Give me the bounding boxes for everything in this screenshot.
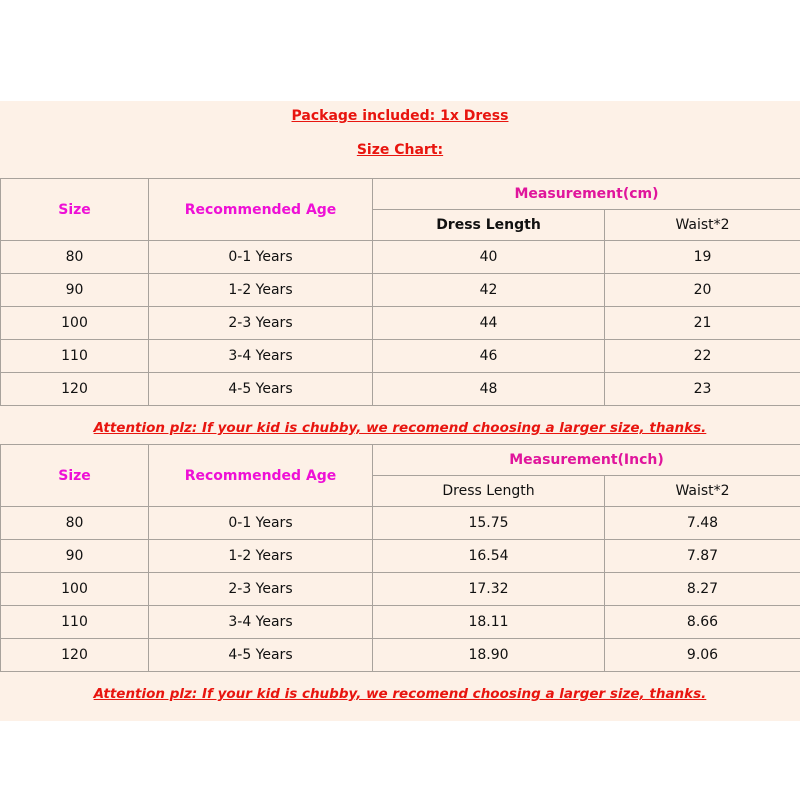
table-row xyxy=(1,274,800,307)
cell-age: 1-2 Years xyxy=(149,274,373,307)
table-row xyxy=(1,540,800,573)
cell-waist: 23 xyxy=(605,373,800,406)
cell-size: 90 xyxy=(1,540,149,573)
cell-age: 2-3 Years xyxy=(149,307,373,340)
cell-waist: 22 xyxy=(605,340,800,373)
cell-dress-length: 46 xyxy=(373,340,605,373)
cell-age: 3-4 Years xyxy=(149,606,373,639)
attention-note: Attention plz: If your kid is chubby, we recomend choosing a larger size, thanks. xyxy=(93,420,707,436)
cell-dress-length: 44 xyxy=(373,307,605,340)
table-row xyxy=(1,639,800,672)
cell-dress-length: 17.32 xyxy=(373,573,605,606)
header-dress-length: Dress Length xyxy=(373,210,605,241)
cell-age: 4-5 Years xyxy=(149,373,373,406)
table-row xyxy=(1,241,800,274)
cell-dress-length: 18.90 xyxy=(373,639,605,672)
cell-size: 80 xyxy=(1,507,149,540)
table-row xyxy=(1,340,800,373)
cell-size: 80 xyxy=(1,241,149,274)
attention-note: Attention plz: If your kid is chubby, we recomend choosing a larger size, thanks. xyxy=(93,686,707,702)
cell-size: 120 xyxy=(1,639,149,672)
cell-size: 90 xyxy=(1,274,149,307)
cell-size: 100 xyxy=(1,573,149,606)
header-measurement: Measurement(Inch) xyxy=(373,445,800,476)
size-table-cm xyxy=(0,178,800,406)
cell-dress-length: 40 xyxy=(373,241,605,274)
size-chart-title: Size Chart: xyxy=(356,142,444,158)
cell-age: 4-5 Years xyxy=(149,639,373,672)
table-row xyxy=(1,307,800,340)
table-row xyxy=(1,373,800,406)
cell-waist: 19 xyxy=(605,241,800,274)
header-recommended-age: Recommended Age xyxy=(149,445,373,507)
cell-dress-length: 42 xyxy=(373,274,605,307)
header-dress-length: Dress Length xyxy=(373,476,605,507)
header-size: Size xyxy=(1,179,149,241)
package-included-text: Package included: 1x Dress xyxy=(291,108,509,124)
cell-age: 0-1 Years xyxy=(149,507,373,540)
cell-waist: 8.66 xyxy=(605,606,800,639)
cell-size: 100 xyxy=(1,307,149,340)
table-row xyxy=(1,573,800,606)
cell-waist: 20 xyxy=(605,274,800,307)
cell-size: 110 xyxy=(1,340,149,373)
cell-age: 2-3 Years xyxy=(149,573,373,606)
cell-age: 1-2 Years xyxy=(149,540,373,573)
table-row xyxy=(1,507,800,540)
cell-waist: 7.48 xyxy=(605,507,800,540)
cell-dress-length: 18.11 xyxy=(373,606,605,639)
table-row xyxy=(1,606,800,639)
cell-waist: 7.87 xyxy=(605,540,800,573)
cell-waist: 8.27 xyxy=(605,573,800,606)
cell-size: 120 xyxy=(1,373,149,406)
cell-waist: 9.06 xyxy=(605,639,800,672)
size-table-inch xyxy=(0,444,800,672)
cell-dress-length: 16.54 xyxy=(373,540,605,573)
header-waist: Waist*2 xyxy=(605,476,800,507)
cell-size: 110 xyxy=(1,606,149,639)
header-size: Size xyxy=(1,445,149,507)
cell-age: 3-4 Years xyxy=(149,340,373,373)
header-measurement: Measurement(cm) xyxy=(373,179,800,210)
cell-age: 0-1 Years xyxy=(149,241,373,274)
cell-waist: 21 xyxy=(605,307,800,340)
cell-dress-length: 15.75 xyxy=(373,507,605,540)
header-recommended-age: Recommended Age xyxy=(149,179,373,241)
cell-dress-length: 48 xyxy=(373,373,605,406)
header-waist: Waist*2 xyxy=(605,210,800,241)
